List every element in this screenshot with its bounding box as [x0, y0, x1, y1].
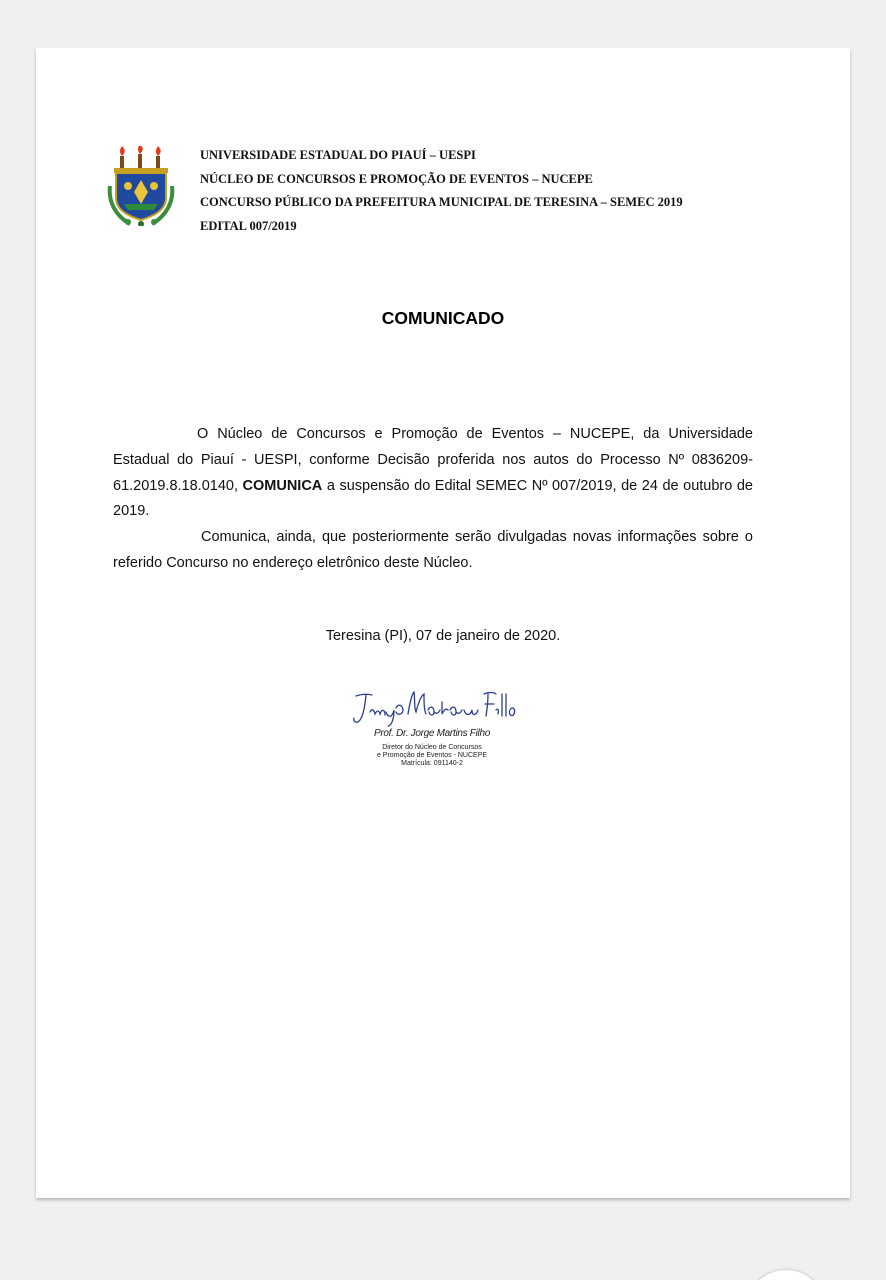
document-body: [113, 422, 753, 577]
letterhead: [104, 146, 804, 236]
paragraph-1-end: a suspensão do Edital SEMEC Nº 007/2019, de 24 de outubro de 2019.: [113, 477, 753, 520]
signature-block: [336, 688, 536, 788]
uespi-crest-logo: [104, 146, 178, 226]
institution-name: UNIVERSIDADE ESTADUAL DO PIAUÍ – UESPI: [200, 148, 476, 162]
signatory-title-line-2: e Promoção de Eventos - NUCEPE: [376, 752, 488, 759]
paragraph-1-intro: O Núcleo de Concursos e Promoção de Eventos – NUCEPE, da Universidade Estadual do Piauí - UESPI, conforme Decisão proferida nos autos do Processo Nº 0836209-61.2019.8.18.0140,: [113, 426, 753, 494]
paragraph-1-bold: COMUNICA: [242, 477, 323, 494]
document-title: COMUNICADO: [381, 308, 505, 328]
letterhead-text: [200, 144, 683, 239]
body-paragraph-2: Comunica, ainda, que posteriormente serão divulgadas novas informações sobre o referido Concurso no endereço eletrônico deste Núcleo.: [113, 529, 753, 571]
document-page: [36, 48, 850, 1198]
signatory-registration: Matrícula: 091140-2: [401, 760, 463, 767]
floating-action-button[interactable]: [746, 1270, 826, 1280]
body-paragraph-1: [113, 422, 753, 525]
department-name: NÚCLEO DE CONCURSOS E PROMOÇÃO DE EVENTOS – NUCEPE: [200, 171, 593, 186]
contest-name: CONCURSO PÚBLICO DA PREFEITURA MUNICIPAL DE TERESINA – SEMEC 2019: [200, 195, 683, 210]
signatory-title-line-1: Diretor do Núcleo de Concursos: [382, 744, 482, 751]
document-date: Teresina (PI), 07 de janeiro de 2020.: [325, 628, 561, 644]
signatory-name: Prof. Dr. Jorge Martins Filho: [374, 728, 490, 739]
edital-number: EDITAL 007/2019: [200, 219, 297, 234]
handwritten-signature: [348, 688, 518, 732]
